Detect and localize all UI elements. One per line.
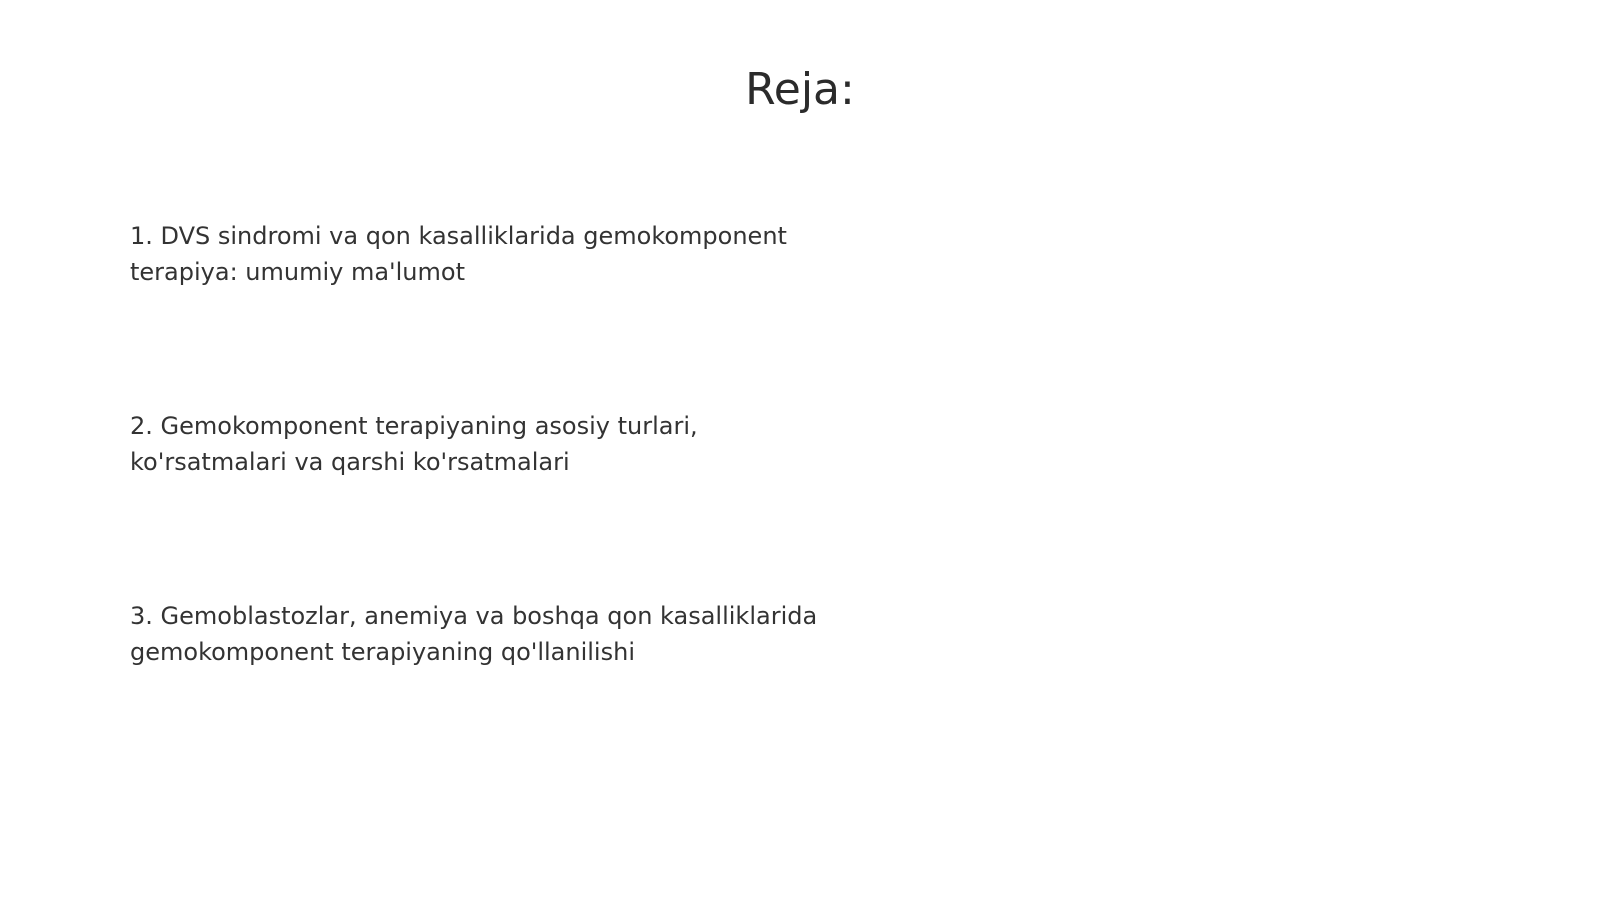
slide-title-text: Reja: bbox=[745, 64, 855, 115]
plan-item-3-line-1: 3. Gemoblastozlar, anemiya va boshqa qon kasalliklarida bbox=[130, 602, 818, 630]
plan-list bbox=[130, 218, 850, 670]
plan-item-2 bbox=[130, 408, 850, 480]
plan-item-1 bbox=[130, 218, 850, 290]
plan-item-2-line-1: 2. Gemokomponent terapiyaning asosiy turlari, bbox=[130, 412, 698, 440]
plan-item-2-line-2: ko'rsatmalari va qarshi ko'rsatmalari bbox=[130, 448, 570, 476]
slide-title bbox=[0, 60, 1600, 120]
plan-item-3 bbox=[130, 598, 850, 670]
plan-item-1-line-1: 1. DVS sindromi va qon kasalliklarida gemokomponent bbox=[130, 222, 787, 250]
plan-item-3-line-2: gemokomponent terapiyaning qo'llanilishi bbox=[130, 638, 635, 666]
plan-item-1-line-2: terapiya: umumiy ma'lumot bbox=[130, 258, 465, 286]
